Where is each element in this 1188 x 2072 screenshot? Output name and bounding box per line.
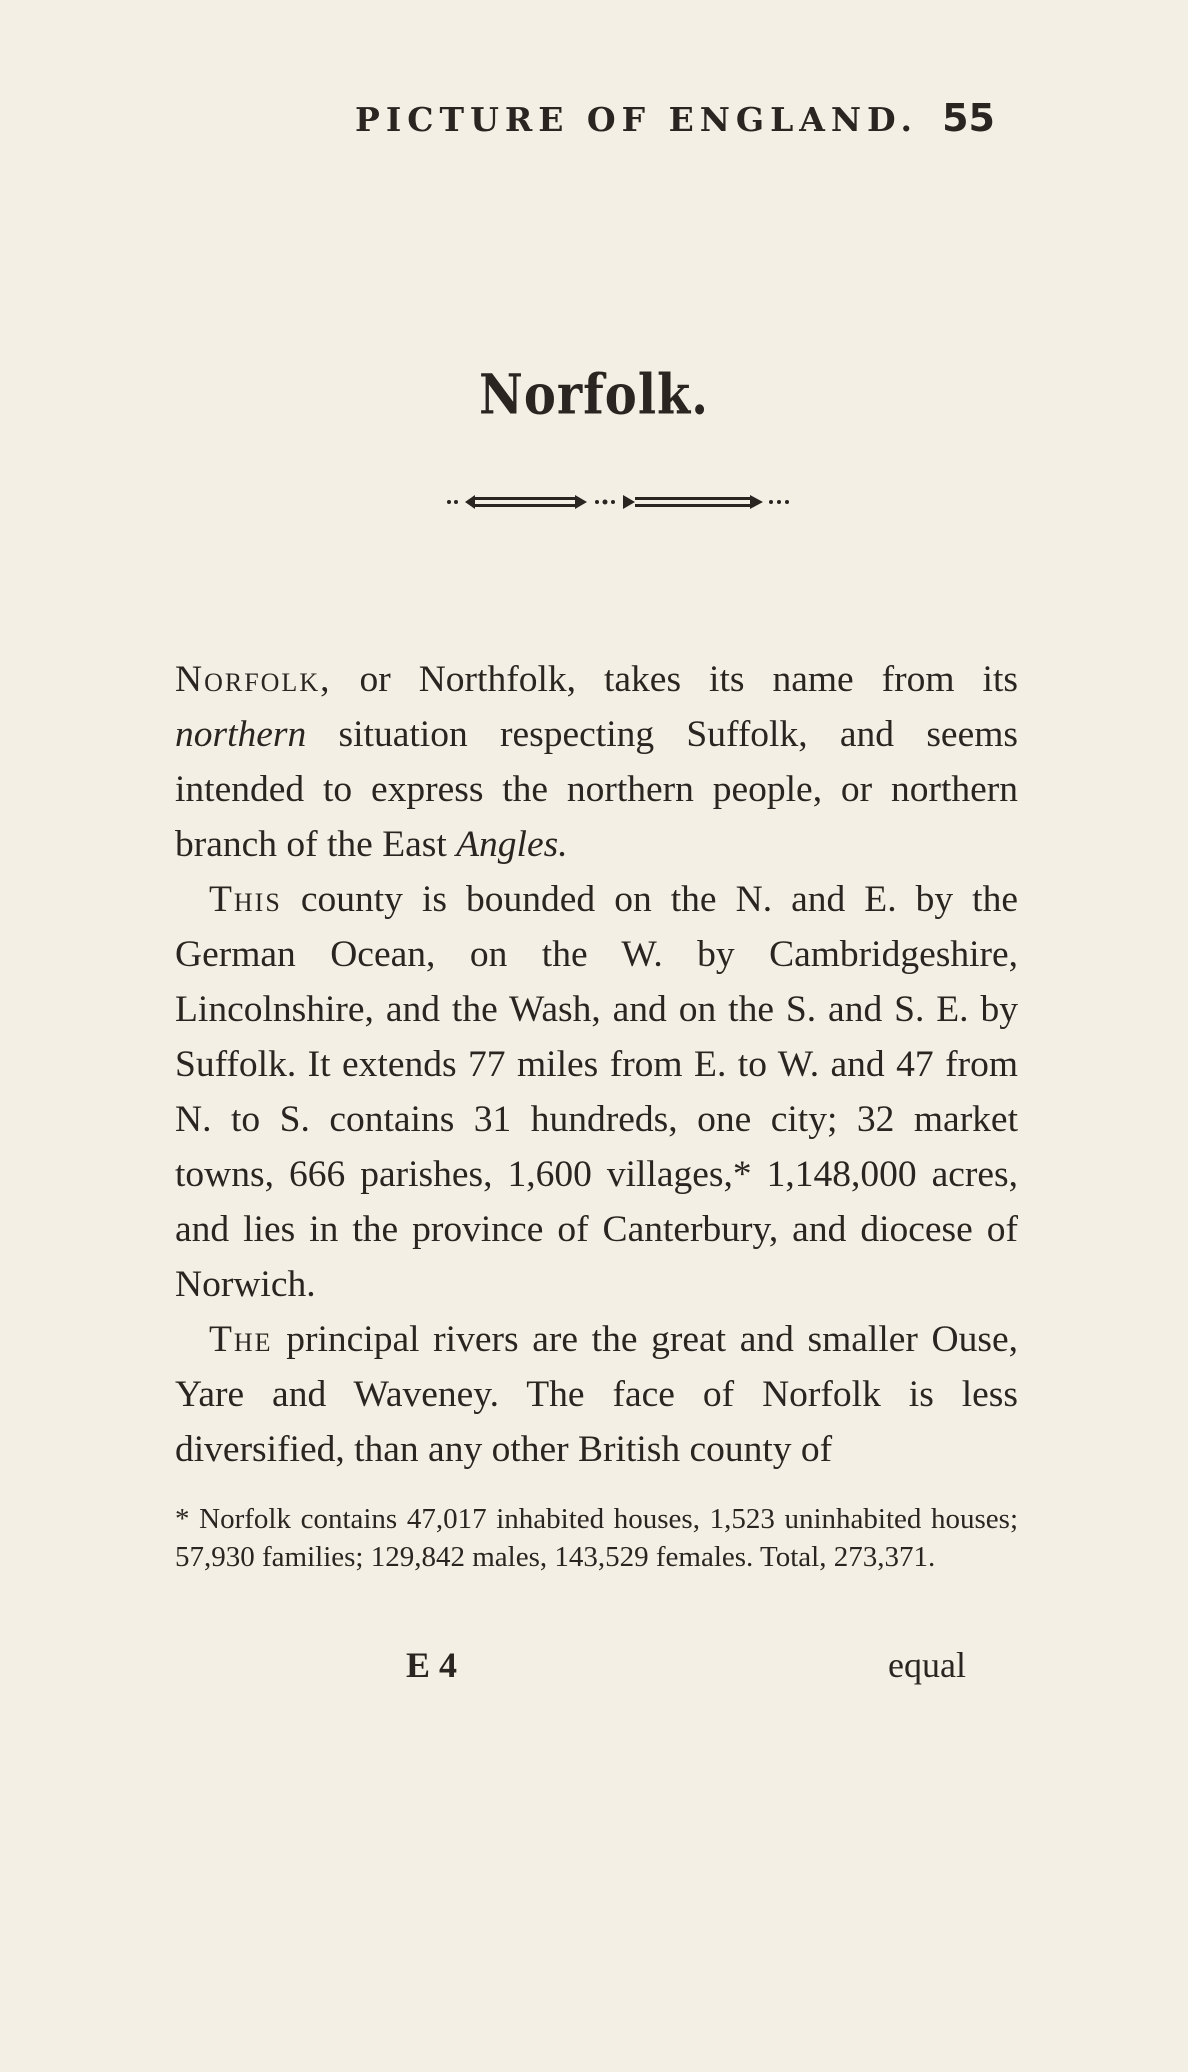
- page-number: 55: [942, 96, 995, 140]
- italic-word: northern: [175, 714, 307, 755]
- body-text: [175, 652, 1018, 1477]
- running-title: PICTURE OF ENGLAND.: [355, 100, 918, 139]
- paragraph: [175, 652, 1018, 872]
- paragraph-lead: Norfolk,: [175, 659, 332, 700]
- paragraph-text: situation respecting Suffolk, and seems intended to express the northern people, or northern branch of the East: [175, 714, 1018, 865]
- paragraph: [175, 1312, 1018, 1477]
- running-head: [355, 96, 995, 140]
- chapter-title: Norfolk.: [478, 362, 710, 428]
- italic-word: Angles.: [456, 824, 568, 865]
- signature-mark: E 4: [406, 1645, 458, 1685]
- paragraph-lead: This: [209, 879, 282, 920]
- footnote: * Norfolk contains 47,017 inhabited houses, 1,523 uninhabited houses; 57,930 families; 129,842 males, 143,529 females. Total, 273,371.: [175, 1503, 1018, 1573]
- paragraph-text: principal rivers are the great and smaller Ouse, Yare and Waveney. The face of Norfolk is less diversified, than any other British county of: [175, 1319, 1018, 1470]
- paragraph: [175, 872, 1018, 1312]
- ornamental-rule-icon: [445, 490, 795, 514]
- paragraph-lead: The: [209, 1319, 273, 1360]
- paragraph-text: county is bounded on the N. and E. by the German Ocean, on the W. by Cambridgeshire, Lincolnshire, and the Wash, and on the S. and S. E. by Suffolk. It extends 77 miles from E. to W. and 47 from N. to S. contains 31 hundreds, one city; 32 market towns, 666 parishes, 1,600 villages,* 1,148,000 acres, and lies in the province of Canterbury, and diocese of Norwich.: [175, 879, 1018, 1305]
- catchword: equal: [888, 1645, 966, 1685]
- paragraph-text: or Northfolk, takes its name from its: [331, 659, 1018, 700]
